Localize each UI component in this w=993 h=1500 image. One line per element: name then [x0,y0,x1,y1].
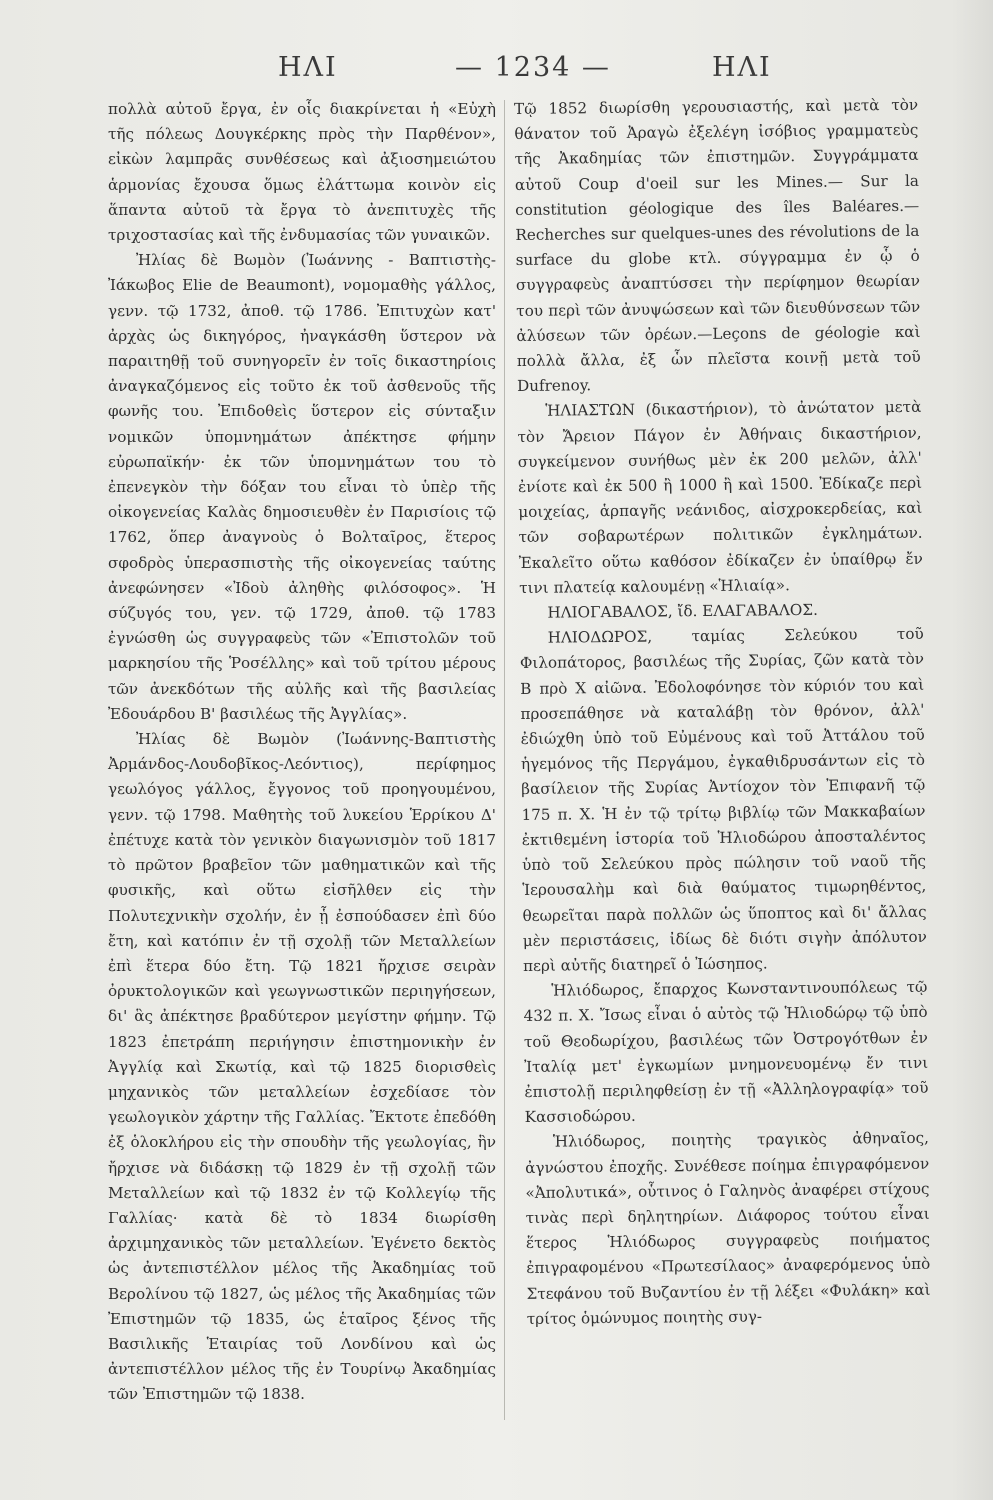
right-paragraph: Ἡλιόδωρος, ποιητὴς τραγικὸς ἀθηναῖος, ἀγνώστου ἐποχῆς. Συνέθεσε ποίημα ἐπιγραφόμενον «Ἀπολυτικά», οὗτινος ὁ Γαληνὸς ἀναφέρει στίχους τινὰς περὶ δηλητηρίων. Διάφορος τούτου εἶναι ἕτερος Ἡλιόδωρος συγγραφεὺς ποιήματος ἐπιγραφομένου «Πρωτεσίλαος» ἀναφερόμενος ὑπὸ Στεφάνου τοῦ Βυζαντίου ἐν τῇ λέξει «Φυλάκη» καὶ τρίτος ὁμώνυμος ποιητὴς συγ- [525,1129,931,1328]
right-paragraph: ἩΛΙΑΣΤΩΝ (δικαστήριον), τὸ ἀνώτατον μετὰ τὸν Ἄρειον Πάγον ἐν Ἀθήναις δικαστήριον, συγκείμενον συνήθως μὲν ἐκ 200 μελῶν, ἀλλ' ἐνίοτε καὶ ἐκ 500 ἢ 1000 ἢ καὶ 1500. Ἐδίκαζε περὶ μοιχείας, ἁρπαγῆς νεάνιδος, αἰσχροκερδείας, καὶ τῶν σοβαρωτέρων πολιτικῶν ἐγκλημάτων. Ἐκαλεῖτο οὕτω καθόσον ἐδίκαζεν ἐν ὑπαίθρῳ ἔν τινι πλατείᾳ καλουμένῃ «Ἡλιαίᾳ». [517,398,923,597]
left-paragraph: πολλὰ αὐτοῦ ἔργα, ἐν οἷς διακρίνεται ἡ «Εὐχὴ τῆς πόλεως Δουγκέρκης πρὸς τὴν Παρθένον», εἰκὼν λαμπρᾶς συνθέσεως καὶ ἀξιοσημειώτου ἁρμονίας ἔχουσα ὅμως ἐλάττωμα κοινὸν εἰς ἅπαντα αὐτοῦ τὰ ἔργα τὸ ἀνεπιτυχὲς τῆς τριχοστασίας καὶ τῆς ἐνδυμασίας τῶν γυναικῶν. [108,100,496,245]
right-paragraph: ΗΛΙΟΓΑΒΑΛΟΣ, ἴδ. ΕΛΑΓΑΒΑΛΟΣ. [547,600,818,622]
header-left-word: ΗΛΙ [278,52,338,83]
right-paragraph: ΗΛΙΟΔΩΡΟΣ, ταμίας Σελεύκου τοῦ Φιλοπάτορος, βασιλέως τῆς Συρίας, ζῶν κατὰ τὸν Β πρὸ Χ αἰῶνα. Ἐδολοφόνησε τὸν κύριόν του καὶ προσεπάθησε νὰ καταλάβῃ τὸν θρόνον, ἀλλ' ἐδιώχθη ὑπὸ τοῦ Εὐμένους καὶ τοῦ Ἀττάλου τοῦ ἡγεμόνος τῆς Περγάμου, ἐγκαθιδρυσάντων εἰς τὸ βασίλειον τῆς Συρίας Ἀντίοχον τὸν Ἐπιφανῆ τῷ 175 π. Χ. Ἡ ἐν τῷ τρίτῳ βιβλίῳ τῶν Μακκαβαίων ἐκτιθεμένη ἱστορία τοῦ Ἡλιοδώρου ἀποσταλέντος ὑπὸ τοῦ Σελεύκου πρὸς πώλησιν τοῦ ναοῦ τῆς Ἱερουσαλὴμ καὶ διὰ θαύματος τιμωρηθέντος, θεωρεῖται παρὰ πολλῶν ὡς ὕποπτος καὶ δι' ἄλλας μὲν περιστάσεις, ἰδίως δὲ διότι σιγὴν ἀπόλυτον περὶ αὐτῆς διατηρεῖ ὁ Ἰώσηπος. [519,625,927,975]
page-number: — 1234 — [455,52,611,83]
left-column [108,97,496,1408]
left-paragraph: Ἠλίας δὲ Βωμὸν (Ἰωάννης-Βαπτιστὴς Ἀρμάνδος-Λουδοβῖκος-Λεόντιος), περίφημος γεωλόγος γάλλος, ἔγγονος τοῦ προηγουμένου, γενν. τῷ 1798. Μαθητὴς τοῦ λυκείου Ἑρρίκου Δ' ἐπέτυχε κατὰ τὸν γενικὸν διαγωνισμὸν τοῦ 1817 τὸ πρῶτον βραβεῖον τῶν μαθηματικῶν καὶ τῆς φυσικῆς, καὶ οὕτω εἰσῆλθεν εἰς τὴν Πολυτεχνικὴν σχολήν, ἐν ᾗ ἐσπούδασεν ἐπὶ δύο ἔτη, καὶ κατόπιν ἐν τῇ σχολῇ τῶν Μεταλλείων ἐπὶ ἕτερα δύο ἔτη. Τῷ 1821 ἤρχισε σειρὰν ὀρυκτολογικῶν καὶ γεωγνωστικῶν περιηγήσεων, δι' ἃς ἀπέκτησε βραδύτερον μεγίστην φήμην. Τῷ 1823 ἐπετράπη περιήγησιν ἐπιστημονικὴν ἐν Ἀγγλίᾳ καὶ Σκωτίᾳ, καὶ τῷ 1825 διορισθεὶς μηχανικὸς τῶν μεταλλείων ἐσχεδίασε τὸν γεωλογικὸν χάρτην τῆς Γαλλίας. Ἔκτοτε ἐπεδόθη ἐξ ὁλοκλήρου εἰς τὴν σπουδὴν τῆς γεωλογίας, ἣν ἤρχισε νὰ διδάσκῃ τῷ 1829 ἐν τῇ σχολῇ τῶν Μεταλλείων καὶ τῷ 1832 ἐν τῷ Κολλεγίῳ τῆς Γαλλίας· κατὰ δὲ τὸ 1834 διωρίσθη ἀρχιμηχανικὸς τῶν μεταλλείων. Ἐγένετο δεκτὸς ὡς ἀντεπιστέλλον μέλος τῆς Ἀκαδημίας τοῦ Βερολίνου τῷ 1827, ὡς μέλος τῆς Ἀκαδημίας τῶν Ἐπιστημῶν τῷ 1835, ὡς ἑταῖρος ξένος τῆς Βασιλικῆς Ἑταιρίας τοῦ Λονδίνου καὶ ὡς ἀντεπιστέλλον μέλος τῆς ἐν Τουρίνῳ Ἀκαδημίας τῶν Ἐπιστημῶν τῷ 1838. [108,730,496,1404]
right-paragraph: Τῷ 1852 διωρίσθη γερουσιαστής, καὶ μετὰ τὸν θάνατον τοῦ Ἀραγὼ ἐξελέγη ἰσόβιος γραμματεὺς τῆς Ἀκαδημίας τῶν ἐπιστημῶν. Συγγράμματα αὐτοῦ Coup d'oeil sur les Mines.— Sur la constitution géologique des îles Baléares.—Recherches sur quelques-unes des révolutions de la surface du globe κτλ. σύγγραμμα ἐν ᾧ ὁ συγγραφεὺς ἀναπτύσσει τὴν περίφημον θεωρίαν του περὶ τῶν ἀνυψώσεων καὶ τῶν διευθύνσεων τῶν ἀλύσεων τῶν ὀρέων.—Leçons de géologie καὶ πολλὰ ἄλλα, ἐξ ὧν πλεῖστα κοινῇ μετὰ τοῦ Dufrenoy. [514,95,921,396]
page-edge-shadow [951,0,993,1500]
left-paragraph: Ἠλίας δὲ Βωμὸν (Ἰωάννης - Βαπτιστὴς-Ἰάκωβος Elie de Beaumont), νομομαθὴς γάλλος, γενν. τῷ 1732, ἀποθ. τῷ 1786. Ἐπιτυχὼν κατ' ἀρχὰς ὡς δικηγόρος, ἠναγκάσθη ὕστερον νὰ παραιτηθῇ τοῦ συνηγορεῖν ἐν τοῖς δικαστηρίοις ἀναγκαζόμενος εἰς τοῦτο ἐκ τοῦ ἀσθενοῦς τῆς φωνῆς του. Ἐπιδοθεὶς ὕστερον εἰς σύνταξιν νομικῶν ὑπομνημάτων ἀπέκτησε φήμην εὐρωπαϊκήν· ἐκ τῶν ὑπομνημάτων του τὸ ἐπενεγκὸν τὴν δόξαν του εἶναι τὸ ὑπὲρ τῆς οἰκογενείας Καλὰς δημοσιευθὲν ἐν Παρισίοις τῷ 1762, ὅπερ ἀναγνοὺς ὁ Βολταῖρος, ἕτερος σφοδρὸς ὑπερασπιστὴς τῆς οἰκογενείας ταύτης ἀνεφώνησεν «Ἰδοὺ ἀληθὴς φιλόσοφος». Ἡ σύζυγός του, γεν. τῷ 1729, ἀποθ. τῷ 1783 ἐγνώσθη ὡς συγγραφεὺς τῶν «Ἐπιστολῶν τοῦ μαρκησίου τῆς Ῥοσέλλης» καὶ τοῦ τρίτου μέρους τῶν ἀνεκδότων τῆς αὐλῆς καὶ τῆς βασιλείας Ἐδουάρδου Β' βασιλέως τῆς Ἀγγλίας». [108,251,496,723]
right-column [514,93,931,1332]
header-right-word: ΗΛΙ [712,52,772,83]
column-divider [504,100,505,1420]
right-paragraph: Ἡλιόδωρος, ἔπαρχος Κωνσταντινουπόλεως τῷ 432 π. Χ. Ἴσως εἶναι ὁ αὐτὸς τῷ Ἡλιοδώρῳ τῷ ὑπὸ τοῦ Θεοδωρίχου, βασιλέως τῶν Ὀστρογότθων ἐν Ἰταλίᾳ μετ' ἐγκωμίων μνημονευομένῳ ἔν τινι ἐπιστολῇ περιληφθείσῃ ἐν τῇ «Ἀλληλογραφίᾳ» τοῦ Κασσιοδώρου. [523,977,929,1127]
